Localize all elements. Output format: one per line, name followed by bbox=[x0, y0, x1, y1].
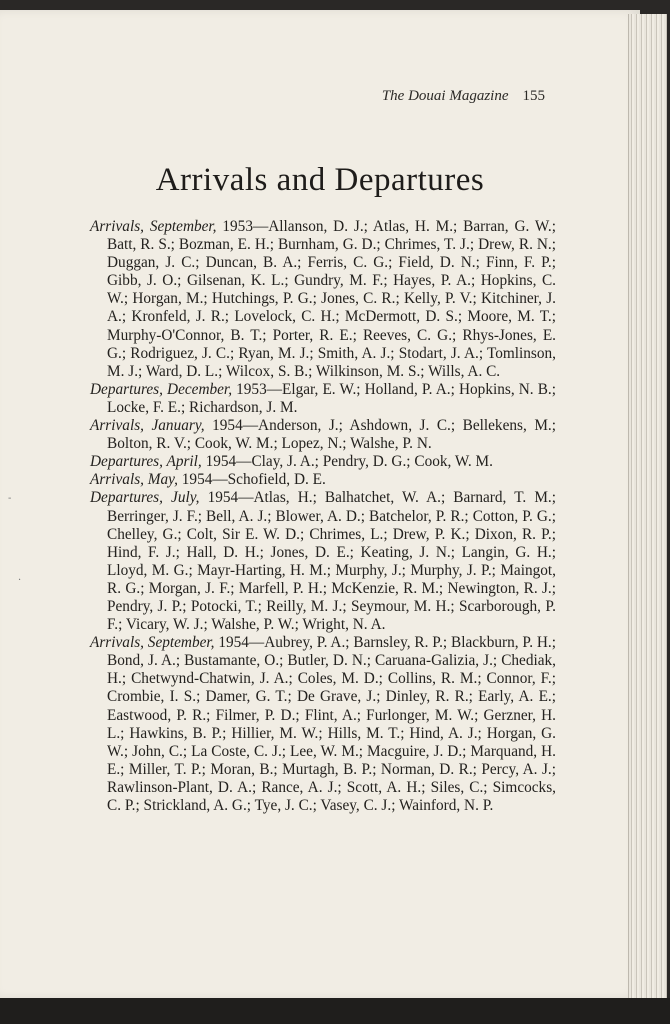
entries-list bbox=[90, 218, 556, 815]
entry bbox=[90, 471, 556, 489]
margin-mark: · bbox=[18, 575, 22, 586]
entry bbox=[90, 417, 556, 453]
entry-label: Arrivals, January, bbox=[90, 417, 205, 435]
magazine-name: The Douai Magazine bbox=[381, 88, 509, 104]
running-header bbox=[0, 88, 545, 105]
entry-label: Departures, December, bbox=[90, 380, 233, 398]
entry-label: Arrivals, September, bbox=[90, 634, 215, 652]
bottom-shadow bbox=[0, 998, 670, 1024]
entry-text: 1953—Elgar, E. W.; Holland, P. A.; Hopkins, N. B.; Locke, F. E.; Richardson, J. M. bbox=[107, 380, 557, 416]
entry-text: 1953—Allanson, D. J.; Atlas, H. M.; Barran, G. W.; Batt, R. S.; Bozman, E. H.; Burnham, G. D.; Chrimes, T. J.; Drew, R. N.; Duggan, J. C.; Duncan, B. A.; Ferris, C. G.; Field, D. N.; Finn, F. P.; Gibb, J. O.; Gilsenan, K. L.; Gundry, M. F.; Hayes, P. A.; Hopkins, C. W.; Horgan, M.; Hutchings, P. G.; Jones, C. R.; Kelly, P. V.; Kitchiner, J. A.; Kronfeld, J. R.; Lovelock, C. H.; McDermott, D. S.; Moore, M. T.; Murphy-O'Connor, B. T.; Porter, R. E.; Reeves, C. G.; Rhys-Jones, E. G.; Rodriguez, J. C.; Ryan, M. J.; Smith, A. J.; Stodart, J. A.; Tomlinson, M. J.; Ward, D. L.; Wilcox, S. B.; Wilkinson, M. S.; Wills, A. C. bbox=[107, 218, 556, 380]
entry-text: 1954—Schofield, D. E. bbox=[177, 471, 326, 489]
page-title: Arrivals and Departures bbox=[155, 162, 485, 198]
entry-text: 1954—Clay, J. A.; Pendry, D. G.; Cook, W. M. bbox=[201, 453, 493, 471]
entry bbox=[90, 489, 556, 634]
entry bbox=[90, 218, 556, 381]
entry-label: Departures, April, bbox=[90, 453, 202, 471]
entry bbox=[90, 453, 556, 471]
margin-mark: - bbox=[8, 493, 12, 504]
entry-text: 1954—Anderson, J.; Ashdown, J. C.; Bellekens, M.; Bolton, R. V.; Cook, W. M.; Lopez, N.; Walshe, P. N. bbox=[107, 417, 557, 453]
entry bbox=[90, 381, 556, 417]
entry bbox=[90, 634, 556, 815]
page-number: 155 bbox=[522, 88, 545, 104]
entry-label: Departures, July, bbox=[90, 489, 200, 507]
entry-label: Arrivals, May, bbox=[90, 471, 178, 489]
entry-text: 1954—Atlas, H.; Balhatchet, W. A.; Barnard, T. M.; Berringer, J. F.; Bell, A. J.; Blower, A. D.; Batchelor, P. R.; Cotton, P. G.; Chelley, G.; Colt, Sir E. W. D.; Chrimes, L.; Drew, P. K.; Dixon, R. P.; Hind, F. J.; Hall, D. H.; Jones, D. E.; Keating, J. N.; Langin, G. H.; Lloyd, M. G.; Mayr-Harting, H. M.; Murphy, J.; Murphy, J. P.; Maingot, R. G.; Morgan, J. F.; Marfell, P. H.; McKenzie, R. M.; Newington, R. J.; Pendry, J. P.; Potocki, T.; Reilly, M. J.; Seymour, M. H.; Scarborough, P. F.; Vicary, W. J.; Walshe, P. W.; Wright, N. A. bbox=[107, 489, 556, 634]
entry-text: 1954—Aubrey, P. A.; Barnsley, R. P.; Blackburn, P. H.; Bond, J. A.; Bustamante, O.; Butler, D. N.; Caruana-Galizia, J.; Chediak, H.; Chetwynd-Chatwin, J. A.; Coles, M. D.; Collins, R. M.; Connor, F.; Crombie, I. S.; Damer, G. T.; De Grave, J.; Dinley, R. R.; Early, A. E.; Eastwood, P. R.; Filmer, P. D.; Flint, A.; Furlonger, M. W.; Gerzner, H. L.; Hawkins, B. P.; Hillier, M. W.; Hills, M. T.; Hind, A. J.; Horgan, G. W.; John, C.; La Coste, C. J.; Lee, W. M.; Macguire, J. D.; Marquand, H. E.; Miller, T. P.; Moran, B.; Murtagh, B. P.; Norman, D. R.; Percy, A. J.; Rawlinson-Plant, D. A.; Rance, A. J.; Scott, A. H.; Siles, C.; Simcocks, C. P.; Strickland, A. G.; Tye, J. C.; Vasey, C. J.; Wainford, N. P. bbox=[107, 634, 556, 814]
entry-label: Arrivals, September, bbox=[90, 218, 217, 235]
